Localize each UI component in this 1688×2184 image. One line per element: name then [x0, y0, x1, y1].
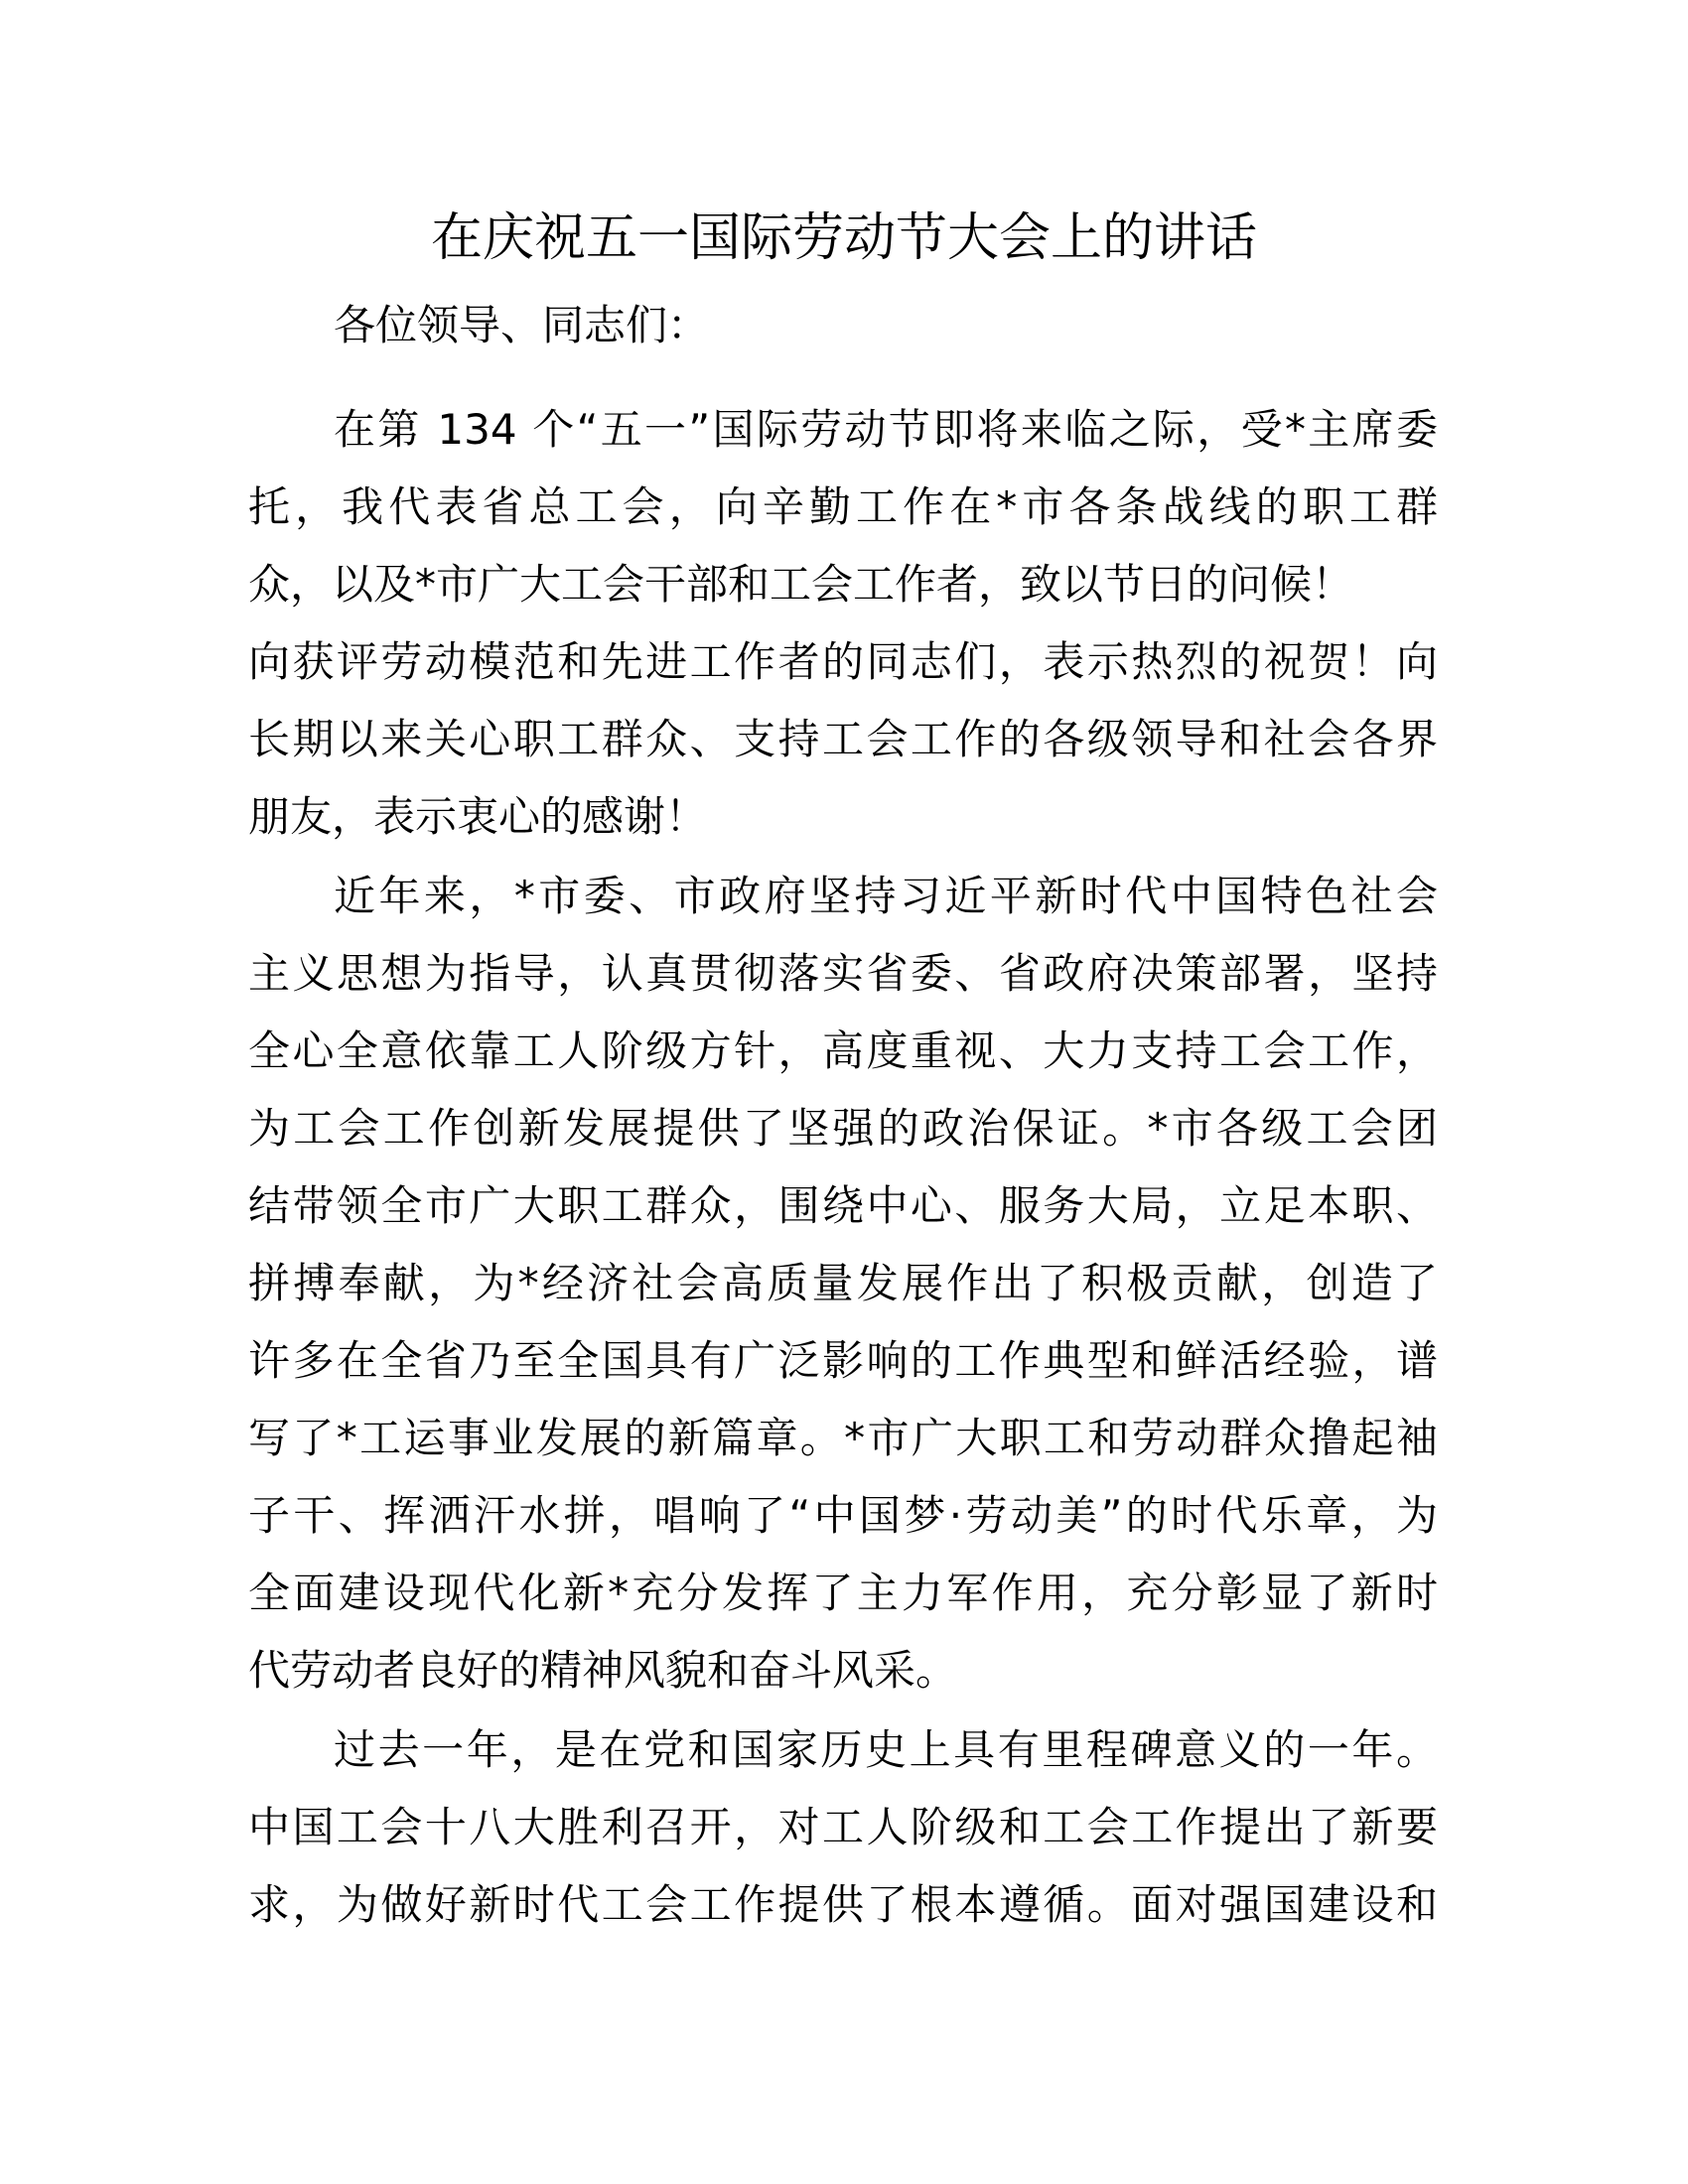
paragraph-line: 中国工会十八大胜利召开，对工人阶级和工会工作提出了新要	[248, 1803, 1438, 1851]
paragraph-line: 主义思想为指导，认真贯彻落实省委、省政府决策部署，坚持	[248, 949, 1438, 998]
document-title: 在庆祝五一国际劳动节大会上的讲话	[430, 208, 1257, 268]
paragraph-line: 写了*工运事业发展的新篇章。*市广大职工和劳动群众撸起袖	[248, 1414, 1438, 1462]
paragraph-line: 向获评劳动模范和先进工作者的同志们，表示热烈的祝贺！向	[248, 637, 1438, 686]
paragraph-line: 全面建设现代化新*充分发挥了主力军作用，充分彰显了新时	[248, 1569, 1438, 1617]
paragraph-line: 托，我代表省总工会，向辛勤工作在*市各条战线的职工群	[248, 482, 1438, 531]
paragraph-line: 过去一年，是在党和国家历史上具有里程碑意义的一年。	[334, 1725, 1438, 1774]
paragraph-line: 结带领全市广大职工群众，围绕中心、服务大局，立足本职、	[248, 1181, 1438, 1230]
paragraph-line: 子干、挥洒汗水拼，唱响了“中国梦·劳动美”的时代乐章，为	[248, 1491, 1438, 1540]
paragraph-line: 许多在全省乃至全国具有广泛影响的工作典型和鲜活经验，谱	[248, 1336, 1438, 1385]
paragraph-line: 求，为做好新时代工会工作提供了根本遵循。面对强国建设和	[248, 1880, 1438, 1929]
paragraph-line: 众，以及*市广大工会干部和工会工作者，致以节日的问候！	[248, 560, 1354, 609]
salutation: 各位领导、同志们：	[334, 301, 710, 349]
paragraph-line: 长期以来关心职工群众、支持工会工作的各级领导和社会各界	[248, 715, 1438, 763]
paragraph-line: 全心全意依靠工人阶级方针，高度重视、大力支持工会工作，	[248, 1026, 1438, 1075]
paragraph-line: 拼搏奉献，为*经济社会高质量发展作出了积极贡献，创造了	[248, 1259, 1438, 1307]
paragraph-line: 朋友，表示衷心的感谢！	[248, 792, 708, 841]
paragraph-line: 近年来，*市委、市政府坚持习近平新时代中国特色社会	[334, 872, 1438, 920]
paragraph-line: 在第 134 个“五一”国际劳动节即将来临之际，受*主席委	[334, 405, 1438, 454]
paragraph-line: 代劳动者良好的精神风貌和奋斗风采。	[248, 1646, 958, 1695]
paragraph-line: 为工会工作创新发展提供了坚强的政治保证。*市各级工会团	[248, 1104, 1438, 1153]
